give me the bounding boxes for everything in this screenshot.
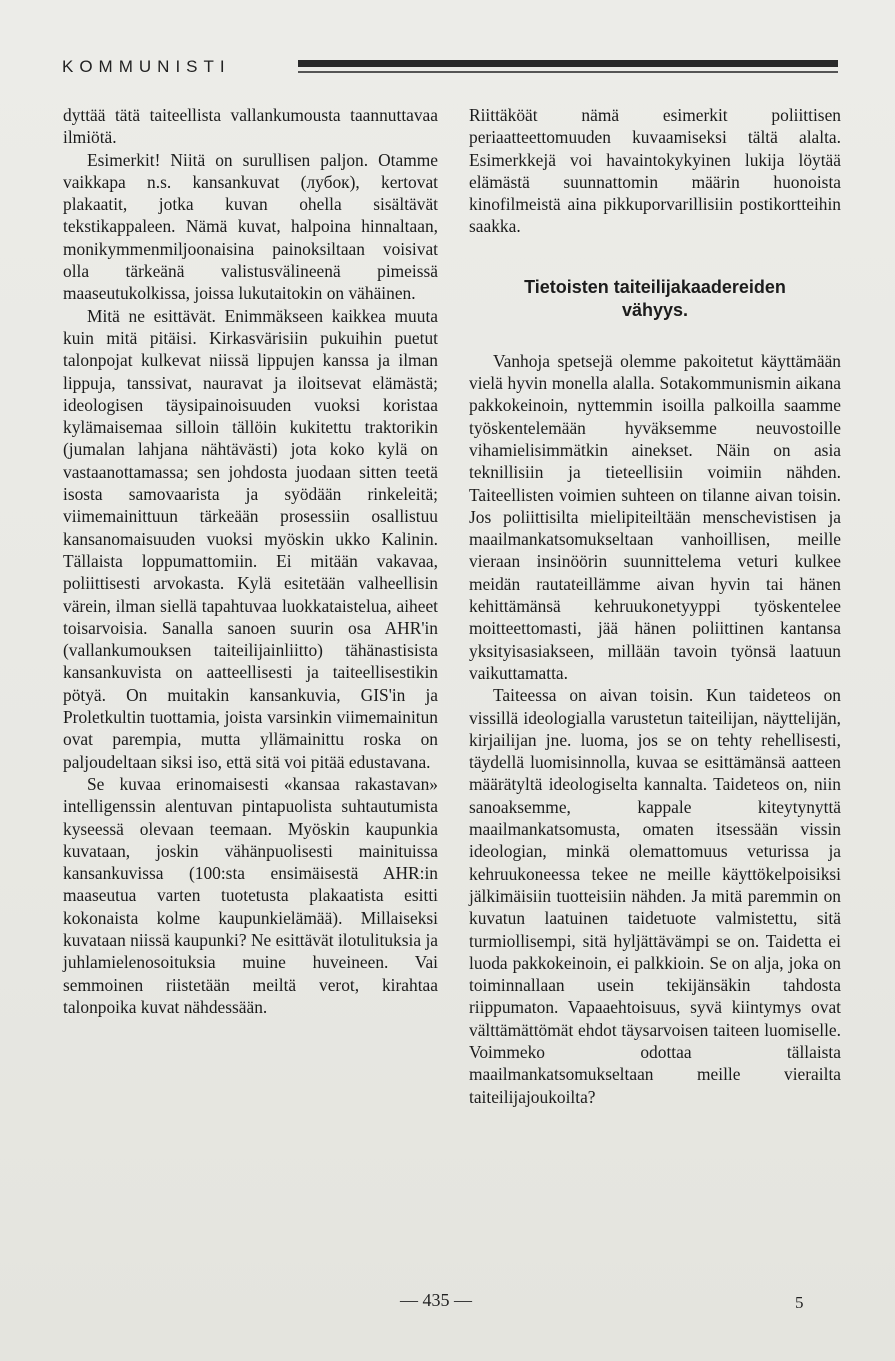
paragraph: Mitä ne esittävät. Enimmäkseen kaikkea muuta kuin mitä pitäisi. Kirkasvärisiin pukuihin puetut talonpojat kulkevat niissä lippujen kanssa ja ilman lippuja, tanssivat, nauravat ja iloitsevat elämästä; ideologisen täysipainoisuuden vuoksi koristaa kylämaisemaa silloin tällöin kukitettu traktorikin (jumalan lahjana nähtävästi) jota koko kylä on vastaanottamassa; sen johdosta juodaan sitten teetä isosta samovaarista ja syödään rinkeleitä; viimemainittuun tärkeään prosessiin osallistuu kansanomaisuuden vuoksi myöskin ukko Kalinin. Tällaista loppumattomiin. Ei mitään vakavaa, poliittisesti arvokasta. Kylä esitetään valheellisin värein, ilman siellä tapahtuvaa luokkataistelua, aiheet toisarvoisia. Sanalla sanoen suurin osa AHR'in (vallankumouksen taiteilijainliitto) tähänastisista kansankuvista on aatteellisesti ja taiteellisestikin pötyä. On muitakin kansankuvia, GIS'in ja Proletkultin tuottamia, joista varsinkin viimemainitun ovat parempia, mutta yllämainittu roska on paljoudeltaan siksi iso, että sitä voi pitää edustavana. — [63, 305, 438, 772]
section-heading-line: vähyys. — [621, 299, 689, 320]
paragraph: Se kuvaa erinomaisesti «kansaa rakastavan» intelligenssin alentuvan pintapuolista suhtautumista kyseessä olevaan teemaan. Myöskin kaupunkia kuvataan, joskin vähänpuolisesti mainituissa kansankuvissa (100:sta ensimäisestä AHR:in maaseutua varten tuotetusta plakaatista esitti kokonaista kolme kaupunkielämää). Millaiseksi kuvataan niissä kaupunki? Ne esittävät ilotulituksia ja juhlamielenosoituksia muine huveineen. Vai semmoinen riistetään meiltä verot, kirahtaa talonpoika kuvat nähdessään. — [63, 773, 438, 1017]
page-number: — 435 — — [400, 1290, 472, 1310]
running-header: KOMMUNISTI — [62, 57, 231, 76]
header-rule-thin — [298, 71, 838, 73]
signature-number: 5 — [795, 1293, 804, 1312]
section-heading-line: Tietoisten taiteilijakaadereiden — [524, 276, 786, 297]
left-column — [63, 104, 438, 1018]
right-column — [469, 104, 841, 1108]
paragraph: Vanhoja spetsejä olemme pakoitetut käyttämään vielä hyvin monella alalla. Sotakommunismin aikana pakkokeinoin, nyttemmin isoilla palkoilla saamme työskentelemään hyväksemme neuvostoille vihamielisimmätkin ainekset. Näin on asia teknillisiin ja tieteellisiin voimiin nähden. Taiteellisten voimien suhteen on tilanne aivan toisin. Jos poliittisilta mielipiteiltään menschevistisen ja maailmankatsomukseltaan vanhoillisen, meille vieraan insinöörin suunnittelema veturi kulkee meidän rautateillämme aivan hyvin tai hänen kehittämänsä kehruukonetyyppi työskentelee moitteettomasti, jää hänen poliittinen kantansa yksityisasiakseen, millään tavoin työnsä laatuun vaikuttamatta. — [469, 350, 841, 683]
paragraph: Taiteessa on aivan toisin. Kun taideteos on vissillä ideologialla varustetun taiteilijan, näyttelijän, kirjailijan jne. luoma, jos se on tehty rehellisesti, täydellä luomisinnolla, kuvaa se esittämänsä aatteen määrätyltä ideologiselta kannalta. Taideteos on, niin sanoaksemme, kappale kiteytynyttä maailmankatsomusta, omaten itsessään vissin ideologian, minkä olemattomuus veturissa ja kehruukoneessa tekee ne meille käyttökelpoisiksi jälkimäisiin tuotteisiin nähden. Ja mitä paremmin on kuvatun laatuinen taidetuote valmistettu, sitä turmiollisempi, sitä hyljättävämpi se on. Taidetta ei luoda pakkokeinoin, ei palkkioin. Se on alja, joka on toiminnallaan usein tekijänsäkin tahdosta riippumaton. Vapaaehtoisuus, syvä kiintymys ovat välttämättömät ehdot täysarvoisen taiteen luomiselle. Voimmeko odottaa tällaista maailmankatsomukseltaan meille vierailta taiteilijajoukoilta? — [469, 685, 841, 1107]
header-rule-thick — [298, 60, 838, 67]
paragraph: Riittäköät nämä esimerkit poliittisen periaatteettomuuden kuvaamiseksi tältä alalta. Esimerkkejä voi havaintokykyinen lukija löytää elämästä suunnattomin määrin huonoista kinofilmeistä aina pikkuporvarillisiin postikortteihin saakka. — [469, 105, 841, 237]
paragraph: dyttää tätä taiteellista vallankumousta taannuttavaa ilmiötä. — [63, 105, 438, 148]
section-heading — [469, 276, 841, 322]
paragraph: Esimerkit! Niitä on surullisen paljon. Otamme vaikkapa n.s. kansankuvat (лубок), kertovat plakaatit, jotka kuvan ohella sisältävät tekstikappaleen. Nämä kuvat, halpoina hinnaltaan, monikymmenmiljoonaisina painoksiltaan voisivat olla tärkeänä valistusvälineenä pimeissä maaseutukolkissa, joissa lukutaitokin on vähäinen. — [63, 149, 438, 304]
